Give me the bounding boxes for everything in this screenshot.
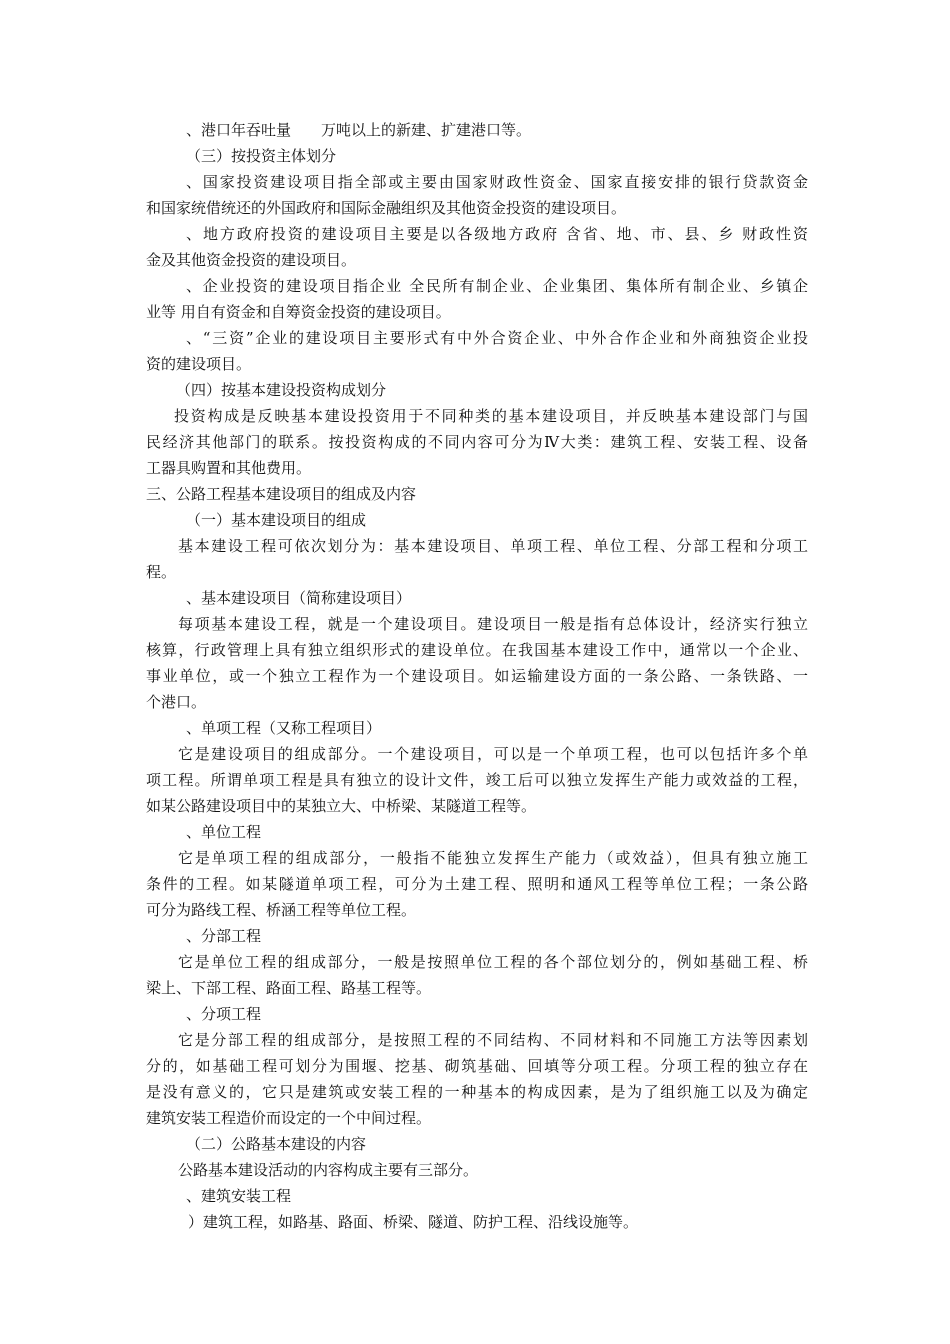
text-line: 业等 用自有资金和自筹资金投资的建设项目。	[146, 303, 451, 321]
text-line: 金及其他资金投资的建设项目。	[146, 251, 357, 269]
text-line: 、国家投资建设项目指全部或主要由国家财政性资金、国家直接安排的银行贷款资金	[186, 173, 808, 191]
text-line: 它是单项工程的组成部分，一般指不能独立发挥生产能力（或效益），但具有独立施工	[178, 849, 808, 867]
text-line: 和国家统借统还的外国政府和国际金融组织及其他资金投资的建设项目。	[146, 199, 627, 217]
text-line: 、企业投资的建设项目指企业 全民所有制企业、企业集团、集体所有制企业、乡镇企	[186, 277, 808, 295]
text-line: 、“三资”企业的建设项目主要形式有中外合资企业、中外合作企业和外商独资企业投	[186, 329, 808, 347]
text-line: 梁上、下部工程、路面工程、路基工程等。	[146, 979, 432, 997]
text-line: 条件的工程。如某隧道单项工程，可分为土建工程、照明和通风工程等单位工程；一条公路	[146, 875, 808, 893]
section-heading: 、基本建设项目（简称建设项目）	[186, 589, 412, 607]
text-line: 如某公路建设项目中的某独立大、中桥梁、某隧道工程等。	[146, 797, 537, 815]
text-line: 它是分部工程的组成部分，是按照工程的不同结构、不同材料和不同施工方法等因素划	[178, 1031, 808, 1049]
text-line: 每项基本建设工程，就是一个建设项目。建设项目一般是指有总体设计，经济实行独立	[178, 615, 808, 633]
text-line: 事业单位，或一个独立工程作为一个建设项目。如运输建设方面的一条公路、一条铁路、一	[146, 667, 808, 685]
section-heading: 三、公路工程基本建设项目的组成及内容	[146, 485, 417, 503]
text-line: 民经济其他部门的联系。按投资构成的不同内容可分为Ⅳ大类：建筑工程、安装工程、设备	[146, 433, 808, 451]
text-line: 项工程。所谓单项工程是具有独立的设计文件，竣工后可以独立发挥生产能力或效益的工程，	[146, 771, 808, 789]
text-line: 工器具购置和其他费用。	[146, 459, 312, 477]
section-heading: （一）基本建设项目的组成	[186, 511, 367, 529]
text-line: 投资构成是反映基本建设投资用于不同种类的基本建设项目，并反映基本建设部门与国	[174, 407, 808, 425]
text-line: 分的，如基础工程可划分为围堰、挖基、砌筑基础、回填等分项工程。分项工程的独立存在	[146, 1057, 808, 1075]
text-line: 公路基本建设活动的内容构成主要有三部分。	[178, 1161, 479, 1179]
text-line: 是没有意义的，它只是建筑或安装工程的一种基本的构成因素，是为了组织施工以及为确定	[146, 1083, 808, 1101]
section-heading: 、分部工程	[186, 927, 262, 945]
section-heading: （二）公路基本建设的内容	[186, 1135, 367, 1153]
text-line: 它是建设项目的组成部分。一个建设项目，可以是一个单项工程，也可以包括许多个单	[178, 745, 808, 763]
text-line: 可分为路线工程、桥涵工程等单位工程。	[146, 901, 417, 919]
text-line: 建筑安装工程造价而设定的一个中间过程。	[146, 1109, 432, 1127]
text-line: ）建筑工程，如路基、路面、桥梁、隧道、防护工程、沿线设施等。	[188, 1213, 639, 1231]
text-line: 基本建设工程可依次划分为：基本建设项目、单项工程、单位工程、分部工程和分项工	[178, 537, 808, 555]
text-line: 程。	[146, 563, 177, 581]
text-line: 核算，行政管理上具有独立组织形式的建设单位。在我国基本建设工作中，通常以一个企业、	[146, 641, 808, 659]
text-line: 个港口。	[146, 693, 207, 711]
text-line: 、港口年吞吐量 万吨以上的新建、扩建港口等。	[186, 121, 532, 139]
section-heading: （四）按基本建设投资构成划分	[176, 381, 387, 399]
section-heading: 、建筑安装工程	[186, 1187, 292, 1205]
section-heading: 、单位工程	[186, 823, 262, 841]
text-line: 、地方政府投资的建设项目主要是以各级地方政府 含省、地、市、县、乡 财政性资	[186, 225, 808, 243]
section-heading: （三）按投资主体划分	[186, 147, 337, 165]
text-line: 资的建设项目。	[146, 355, 252, 373]
section-heading: 、分项工程	[186, 1005, 262, 1023]
section-heading: 、单项工程（又称工程项目）	[186, 719, 382, 737]
text-line: 它是单位工程的组成部分，一般是按照单位工程的各个部位划分的，例如基础工程、桥	[178, 953, 808, 971]
